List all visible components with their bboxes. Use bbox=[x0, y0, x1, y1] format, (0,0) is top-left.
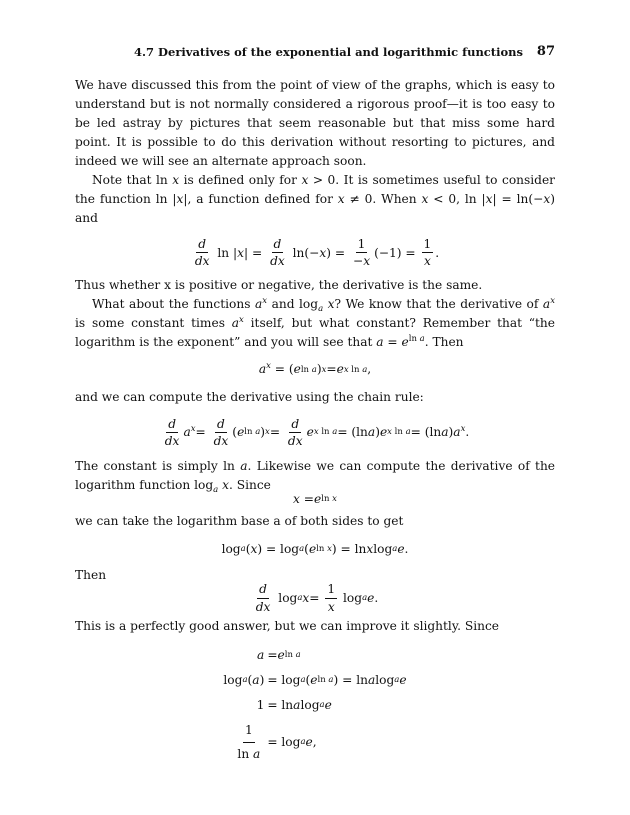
page-number: 87 bbox=[536, 44, 555, 59]
paragraph-constant: The constant is simply ln a. Likewise we can compute the derivative of the logarithm function $\log_a x$. Since bbox=[75, 459, 556, 496]
paragraph-then: Then bbox=[75, 568, 107, 583]
paragraph-exponential-base: What about the functions $a^x$ and $\log_a x$? We know that the derivative of $a^x$ is some constant times $a^x$ itself, but what constant? Remember that “the logarithm is the exponent” and you will see that $a = e^{ln a}$. Then bbox=[75, 296, 555, 350]
equation-loga-derivative: $\frac{d}{dx}$ log a x = $\frac{1}{x}$ log a e . bbox=[255, 582, 379, 614]
paragraph-graphs: We have discussed this from the point of view of the graphs, which is easy to understand but is not normally considered a rigorous proof—it is too easy to be led astray by pictures that seem reasonable but that miss some hard point. It is possible to do this derivation without resorting to pictures, and indeed we will see an alternate approach soon. bbox=[75, 78, 555, 168]
equation-align-block: a = e ln a log a ( a ) = log a ( e ln a ) = ln a log a e 1 = ln a log a e $\frac{1}{\text{ln a}}$ = log a e , bbox=[223, 647, 407, 761]
paragraph-chain-rule: and we can compute the derivative using the chain rule: bbox=[75, 389, 424, 404]
equation-x-as-exp: x = e ln x bbox=[293, 492, 337, 507]
running-header bbox=[75, 45, 555, 63]
paragraph-ln-abs: Note that ln x is defined only for x > 0. It is sometimes useful to consider the function ln |x|, a function defined for x ≠ 0. When x < 0, ln |x| = ln(−x) and bbox=[75, 173, 556, 225]
section-title: 4.7 Derivatives of the exponential and logarithmic functions bbox=[134, 45, 523, 59]
paragraph-improve: This is a perfectly good answer, but we can improve it slightly. Since bbox=[75, 618, 499, 633]
equation-loga-x: log a ( x ) = log a ( e ln x ) = ln x log a e . bbox=[221, 542, 409, 557]
paragraph-same-derivative: Thus whether x is positive or negative, the derivative is the same. bbox=[75, 278, 483, 293]
page-body bbox=[75, 76, 555, 764]
equation-ln-abs-derivative: $\frac{d}{dx}$ ln | x | = $\frac{d}{dx}$ ln(− x ) = $\frac{1}{-x}$ (−1) = $\frac{1}{x}$ . bbox=[194, 237, 440, 269]
equation-ax-rewrite: $a^x$ = ( e ln a ) x = e x ln a , bbox=[258, 361, 372, 377]
equation-ax-derivative: $\frac{d}{dx}$ $a^x$ = $\frac{d}{dx}$ ( e ln a ) x = $\frac{d}{dx}$ e x ln a = (ln a ) e x ln a = (ln a ) $a^x$ . bbox=[164, 416, 470, 448]
paragraph-log-base-a: we can take the logarithm base a of both sides to get bbox=[75, 514, 404, 529]
